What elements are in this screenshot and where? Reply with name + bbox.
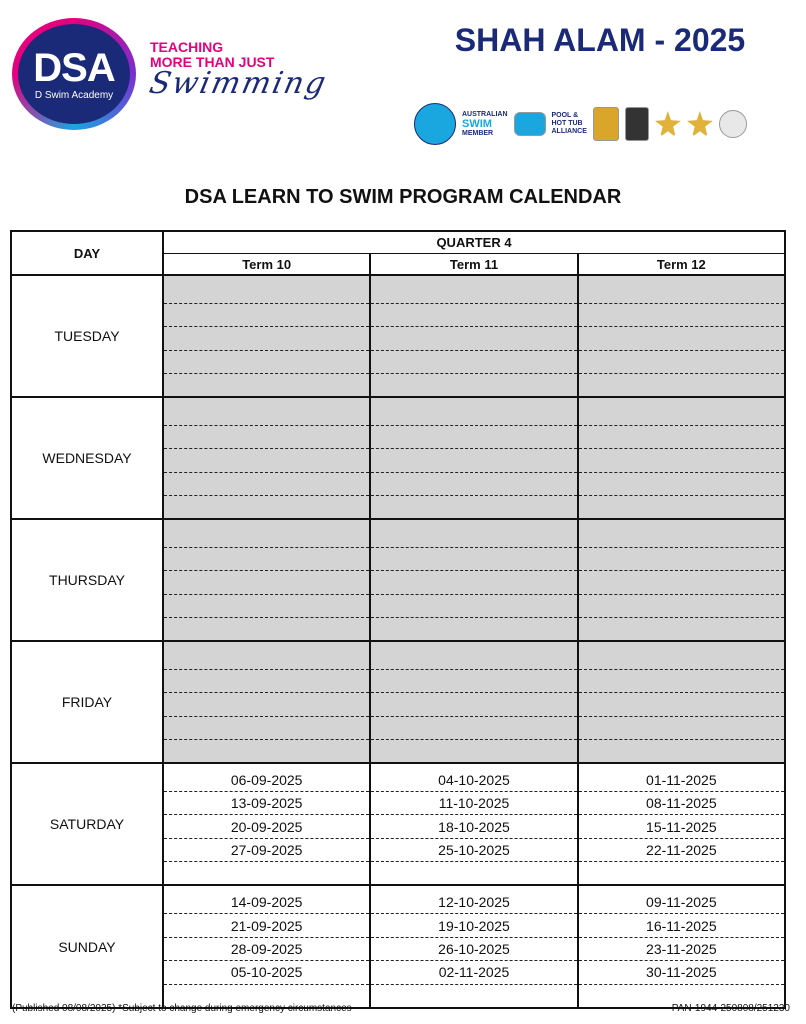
award-seal-icon: [719, 110, 747, 138]
empty-cell: [371, 520, 578, 640]
date-cell: [579, 886, 784, 1007]
session-date: 23-11-2025: [579, 938, 784, 961]
logo-text: DSA: [33, 45, 115, 90]
empty-cell: [371, 398, 578, 518]
table-row: [12, 764, 784, 886]
award-star-icon: [687, 111, 713, 137]
date-cell: [164, 764, 371, 884]
session-date: 09-11-2025: [579, 891, 784, 914]
empty-cell: [371, 642, 578, 762]
empty-cell: [579, 642, 784, 762]
table-header: [12, 232, 784, 276]
date-cell: [371, 764, 578, 884]
tagline-line-2: MORE THAN JUST: [150, 54, 275, 70]
footer-reference-code: PAN-1944-250808/251230: [671, 1003, 790, 1014]
footer-published-note: (Published 08/08/2025) *Subject to change during emergency circumstances: [12, 1003, 352, 1014]
session-date: 02-11-2025: [371, 961, 576, 984]
session-date: 08-11-2025: [579, 792, 784, 815]
calendar-title: DSA LEARN TO SWIM PROGRAM CALENDAR: [184, 186, 622, 208]
session-date: 12-10-2025: [371, 891, 576, 914]
session-date: 16-11-2025: [579, 914, 784, 937]
table-row: [12, 642, 784, 764]
date-cell: [371, 886, 578, 1007]
dsa-logo: [12, 18, 136, 130]
empty-cell: [579, 520, 784, 640]
award-shield-icon: [625, 107, 649, 141]
term-header: Term 12: [656, 256, 706, 272]
empty-cell: [164, 520, 371, 640]
empty-cell: [579, 276, 784, 396]
page-title: SHAH ALAM - 2025: [454, 22, 746, 58]
australian-swim-badge-icon: [414, 103, 456, 145]
session-date: 26-10-2025: [371, 938, 576, 961]
logo-subtext: D Swim Academy: [34, 89, 114, 101]
day-label: SUNDAY: [12, 886, 164, 1007]
session-date: 20-09-2025: [164, 815, 369, 838]
session-date: 04-10-2025: [371, 769, 576, 792]
tagline-script: Swimming: [146, 66, 331, 101]
empty-cell: [164, 398, 371, 518]
tagline-line-1: TEACHING: [150, 39, 224, 55]
session-date: 06-09-2025: [164, 769, 369, 792]
dsa-logo-inner: [18, 24, 130, 124]
day-label: SATURDAY: [12, 764, 164, 884]
session-date: 13-09-2025: [164, 792, 369, 815]
session-date: 30-11-2025: [579, 961, 784, 984]
session-date: 25-10-2025: [371, 839, 576, 862]
term-header: Term 11: [371, 254, 578, 274]
empty-cell: [371, 276, 578, 396]
session-date: 18-10-2025: [371, 815, 576, 838]
date-cell: [164, 886, 371, 1007]
date-cell: [579, 764, 784, 884]
table-row: [12, 398, 784, 520]
pool-alliance-icon: [514, 112, 546, 136]
table-row: [12, 886, 784, 1007]
session-date: 05-10-2025: [164, 961, 369, 984]
empty-cell: [164, 642, 371, 762]
session-date: 14-09-2025: [164, 891, 369, 914]
session-date: 15-11-2025: [579, 815, 784, 838]
empty-cell: [579, 398, 784, 518]
table-row: [12, 520, 784, 642]
term-header: Term 10: [164, 254, 371, 274]
empty-cell: [164, 276, 371, 396]
day-label: THURSDAY: [12, 520, 164, 640]
day-label: WEDNESDAY: [12, 398, 164, 518]
accreditation-badges: [414, 103, 747, 145]
session-date: 19-10-2025: [371, 914, 576, 937]
day-label: TUESDAY: [12, 276, 164, 396]
session-date: 11-10-2025: [371, 792, 576, 815]
session-date: 21-09-2025: [164, 914, 369, 937]
session-date: 22-11-2025: [579, 839, 784, 862]
calendar-table: [10, 230, 786, 1009]
award-star-icon: [655, 111, 681, 137]
session-date: 01-11-2025: [579, 769, 784, 792]
day-label: FRIDAY: [12, 642, 164, 762]
table-row: [12, 276, 784, 398]
quarter-header: QUARTER 4: [164, 232, 784, 254]
australian-swim-label: AUSTRALIAN SWIM MEMBER: [462, 110, 508, 137]
award-badge-icon: [593, 107, 619, 141]
pool-alliance-label: POOL & HOT TUB ALLIANCE: [551, 112, 587, 135]
session-date: 28-09-2025: [164, 938, 369, 961]
session-date: 27-09-2025: [164, 839, 369, 862]
day-column-header: DAY: [12, 232, 164, 274]
